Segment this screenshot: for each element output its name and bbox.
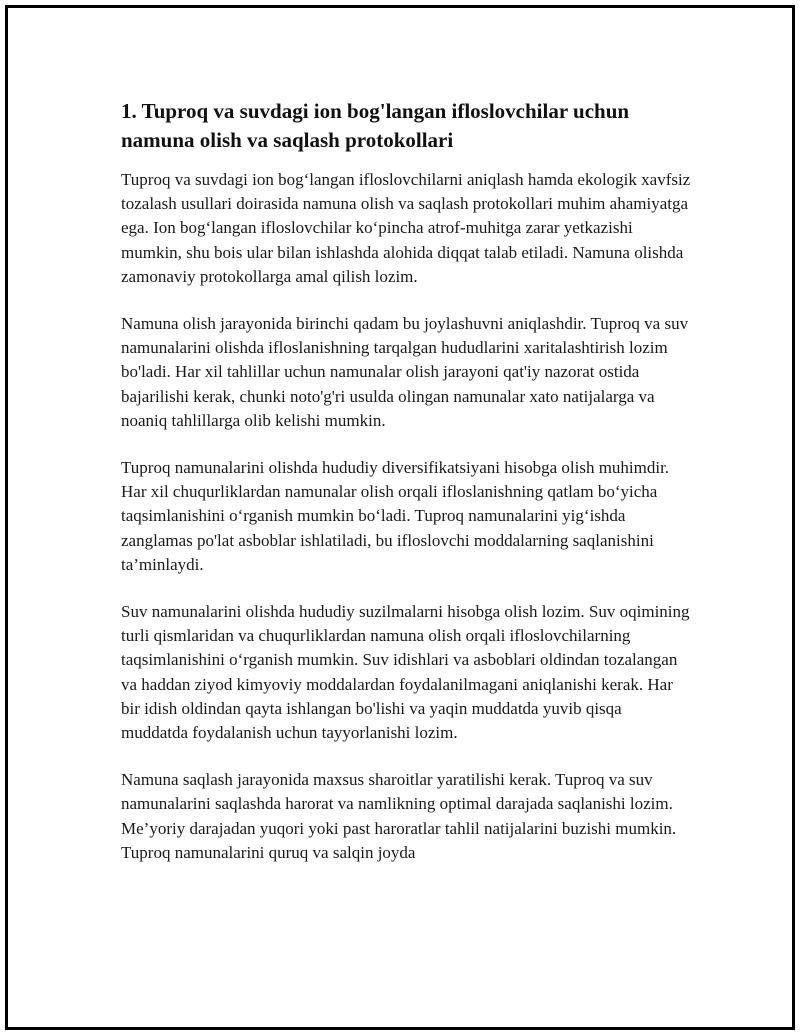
paragraph-water-sampling: Suv namunalarini olishda hududiy suzilmalarni hisobga olish lozim. Suv oqimining turli qismlaridan va chuqurliklardan namuna olish orqali ifloslovchilarning taqsimlanishini o‘rganish mumkin. Suv idishlari va asboblari oldindan tozalangan va haddan ziyod kimyoviy moddalardan foydalanilmagani aniqlanishi kerak. Har bir idish oldindan qayta ishlangan bo'lishi va yaqin muddatda yuvib qisqa muddatda foydalanish uchun tayyorlanishi lozim. (121, 602, 690, 743)
paragraph-intro: Tuproq va suvdagi ion bog‘langan ifloslovchilarni aniqlash hamda ekologik xavfsiz tozalash usullari doirasida namuna olish va saqlash protokollari muhim ahamiyatga ega. Ion bog‘langan ifloslovchilar ko‘pincha atrof-muhitga zarar yetkazishi mumkin, shu bois ular bilan ishlashda alohida diqqat talab etiladi. Namuna olishda zamonaviy protokollarga amal qilish lozim. (121, 170, 691, 286)
paragraph-sample-storage: Namuna saqlash jarayonida maxsus sharoitlar yaratilishi kerak. Tuproq va suv namunalarini saqlashda harorat va namlikning optimal darajada saqlanishi lozim. Me’yoriy darajadan yuqori yoki past haroratlar tahlil natijalarini buzishi mumkin. Tuproq namunalarini quruq va salqin joyda (121, 770, 677, 862)
paragraph-location: Namuna olish jarayonida birinchi qadam bu joylashuvni aniqlashdir. Tuproq va suv namunalarini olishda ifloslanishning tarqalgan hududlarini xaritalashtirish lozim bo'ladi. Har xil tahlillar uchun namunalar olish jarayoni qat'iy nazorat ostida bajarilishi kerak, chunki noto'g'ri usulda olingan namunalar xato natijalarga va noaniq tahlillarga olib kelishi mumkin. (121, 314, 689, 430)
page-frame (5, 5, 795, 1030)
paragraph-soil-sampling: Tuproq namunalarini olishda hududiy diversifikatsiyani hisobga olish muhimdir. Har xil chuqurliklardan namunalar olish orqali ifloslanishning qatlam bo‘yicha taqsimlanishini o‘rganish mumkin bo‘ladi. Tuproq namunalarini yig‘ishda zanglamas po'lat asboblar ishlatiladi, bu ifloslovchi moddalarning saqlanishini ta’minlaydi. (121, 458, 670, 574)
document-body (121, 97, 691, 888)
section-heading: 1. Tuproq va suvdagi ion bog'langan ifloslovchilar uchun namuna olish va saqlash protokollari (121, 99, 630, 152)
